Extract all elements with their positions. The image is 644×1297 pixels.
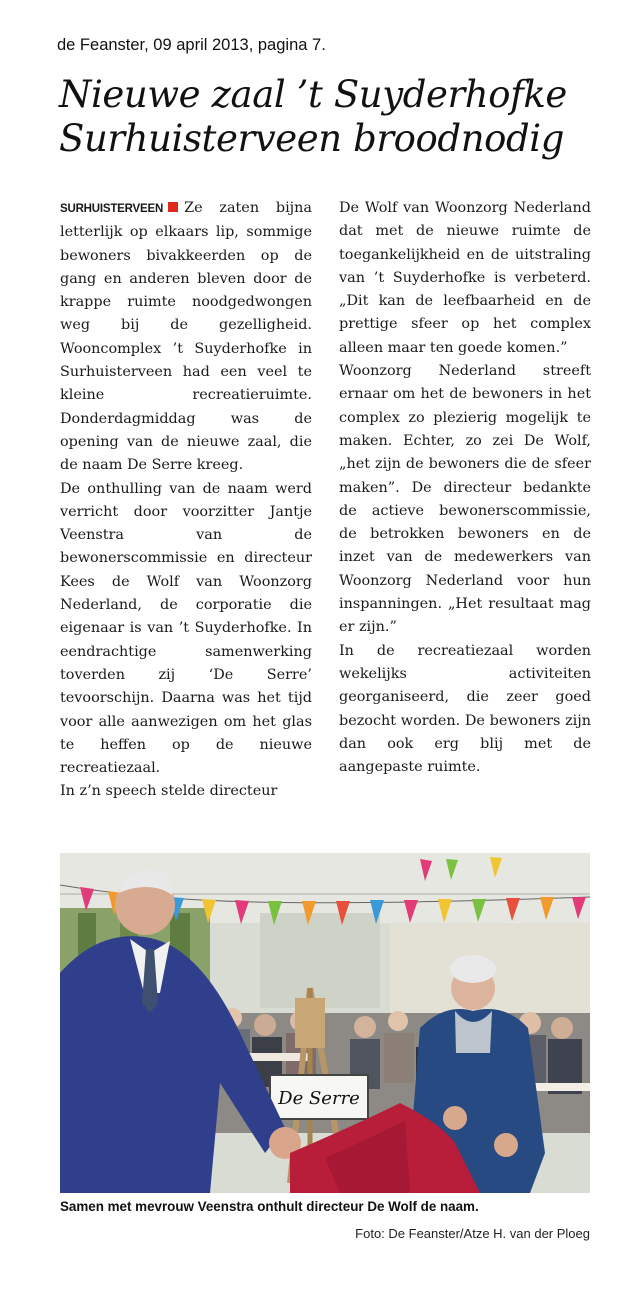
photo-credit: Foto: De Feanster/Atze H. van der Ploeg [355,1226,590,1241]
photo-caption: Samen met mevrouw Veenstra onthult directeur De Wolf de naam. [60,1199,479,1214]
photo-scene [60,853,590,1193]
headline-line-2: Surhuisterveen broodnodig [59,117,565,160]
headline-line-1: Nieuwe zaal ’t Suyderhofke [59,73,567,116]
article-paragraph: De Wolf van Woonzorg Nederland dat met de nieuwe ruimte de toegankelijkheid en de uitstraling van ’t Suyderhofke is verbeterd. „Dit kan de leefbaarheid en de prettige sfeer op het complex alleen maar ten goede komen.” [339,200,591,356]
source-line: de Feanster, 09 april 2013, pagina 7. [57,36,326,54]
article-column-left [60,197,312,804]
article-paragraph: SURHUISTERVEEN Ze zaten bijna letterlijk op elkaars lip, sommige bewoners bivakkeerden op de gang en anderen bleven door de krappe ruimte noodgedwongen weg bij de gezelligheid. Wooncomplex ’t Suyderhofke in Surhuisterveen had een veel te kleine recreatieruimte. Donderdagmiddag was de opening van de nieuwe zaal, die de naam De Serre kreeg. [60,200,312,474]
article-paragraph: De onthulling van de naam werd verricht door voorzitter Jantje Veenstra van de bewonerscommissie en directeur Kees de Wolf van Woonzorg Nederland, de corporatie die eigenaar is van ’t Suyderhofke. In eendrachtige samenwerking toverden zij ‘De Serre’ tevoorschijn. Daarna was het tijd voor alle aanwezigen om het glas te heffen op de nieuwe recreatiezaal. [60,480,312,777]
article-paragraph: In de recreatiezaal worden wekelijks activiteiten georganiseerd, die zeer goed bezocht worden. De bewoners zijn dan ook erg blij met de aangepaste ruimte. [339,642,591,776]
article-photo [60,853,590,1193]
article-column-right [339,197,591,779]
article-paragraph: Woonzorg Nederland streeft ernaar om het de bewoners in het complex zo plezierig mogelijk te maken. Echter, zo zei De Wolf, „het zijn de bewoners die de sfeer maken”. De directeur bedankte de actieve bewonerscommissie, de betrokken bewoners en de inzet van de medewerkers van Woonzorg Nederland voor hun inspanningen. „Het resultaat mag er zijn.” [339,363,591,636]
sign-text: De Serre [278,1088,360,1109]
headline [59,73,629,161]
dateline-marker-icon [168,202,178,212]
dateline: SURHUISTERVEEN [60,203,164,215]
serre-sign [270,1075,368,1119]
article-paragraph: In z’n speech stelde directeur [60,783,278,800]
